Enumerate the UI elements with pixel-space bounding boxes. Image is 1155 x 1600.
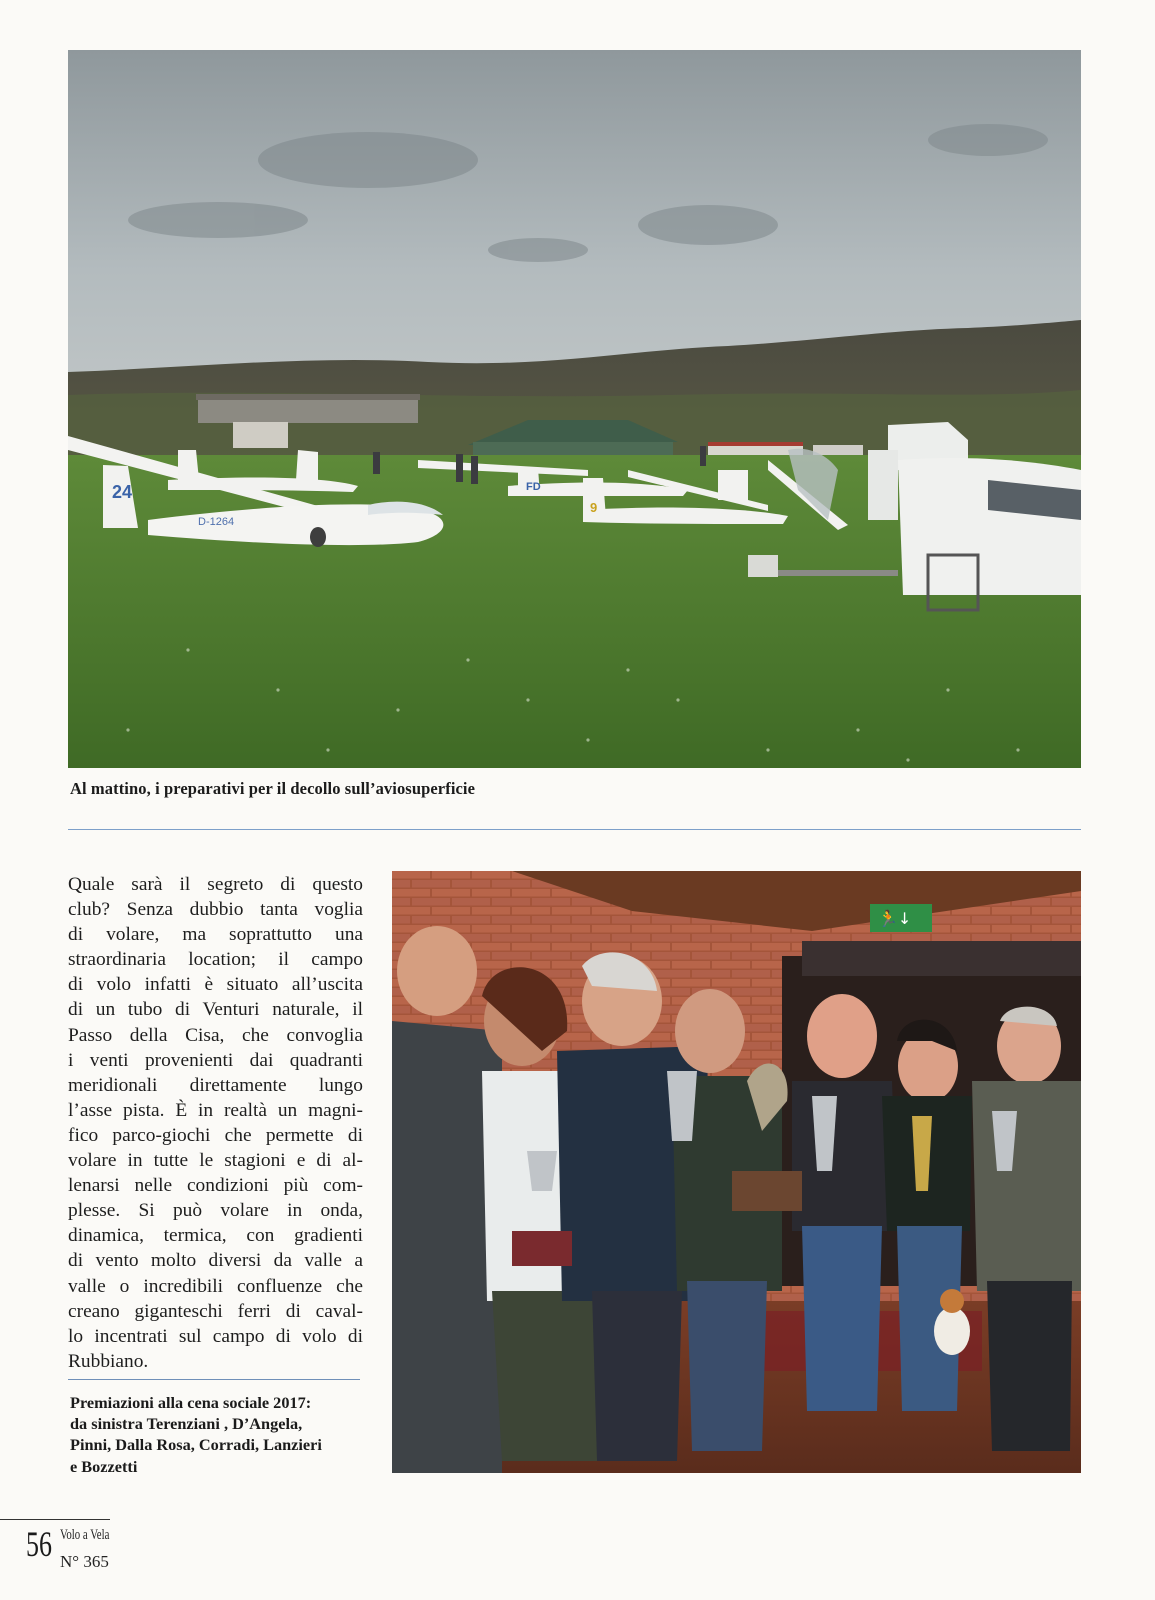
article-line: creano giganteschi ferri di caval-	[68, 1300, 363, 1322]
article-line: volare in tutte le stagioni e di al-	[68, 1150, 363, 1172]
caption-rule	[68, 1379, 360, 1380]
top-photo-caption: Al mattino, i preparativi per il decollo sull’aviosuperficie	[70, 779, 476, 798]
article-line: lenarsi nelle condizioni più com-	[68, 1175, 363, 1197]
article-body	[68, 872, 363, 1374]
caption-line: Premiazioni alla cena sociale 2017:	[70, 1393, 312, 1412]
article-line: Rubbiano.	[68, 1350, 149, 1372]
article-line: plesse. Si può volare in onda,	[68, 1200, 363, 1222]
glider-number-fd: FD	[526, 481, 541, 493]
article-line: club? Senza dubbio tanta voglia	[68, 899, 363, 921]
article-line: straordinaria location; il campo	[68, 949, 363, 971]
airfield-photo-drawing	[68, 50, 1081, 768]
award-ceremony-drawing	[392, 871, 1081, 1473]
glider-number-24: 24	[112, 482, 133, 502]
award-ceremony-photo	[392, 871, 1081, 1473]
article-line: di volare, ma soprattutto una	[68, 924, 363, 946]
article-line: Quale sarà il segreto di questo	[68, 874, 363, 895]
article-line: di vento molto diversi da valle a	[68, 1250, 363, 1272]
article-line: lo incentrati sul campo di volo di	[68, 1325, 363, 1347]
airfield-photo	[68, 50, 1081, 768]
bottom-photo-caption	[70, 1392, 370, 1477]
article-line: fico parco-giochi che permette di	[68, 1124, 363, 1146]
glider-registration: D-1264	[198, 516, 235, 528]
glider-number-9: 9	[590, 500, 598, 515]
article-line: meridionali direttamente lungo	[68, 1074, 363, 1096]
caption-line: Pinni, Dalla Rosa, Corradi, Lanzieri	[70, 1435, 322, 1455]
article-line: di un tubo di Venturi naturale, il	[68, 999, 363, 1021]
divider-rule	[68, 829, 1081, 830]
article-line: di volo infatti è situato all’uscita	[68, 974, 363, 996]
caption-line: e Bozzetti	[70, 1456, 138, 1476]
issue-number: N° 365	[60, 1552, 109, 1571]
page-number: 56	[26, 1524, 52, 1564]
folio-rule	[0, 1519, 110, 1520]
article-line: l’asse pista. È in realtà un magni-	[68, 1099, 363, 1121]
article-line: i venti provenienti dai quadranti	[68, 1049, 363, 1071]
article-line: dinamica, termica, con gradienti	[68, 1225, 363, 1247]
exit-sign-glyphs: 🏃↓	[878, 909, 912, 928]
article-line: Passo della Cisa, che convoglia	[68, 1024, 363, 1046]
caption-line: da sinistra Terenziani , D’Angela,	[70, 1414, 303, 1434]
magazine-name: Volo a Vela	[60, 1527, 110, 1543]
article-line: valle o incredibili confluenze che	[68, 1275, 363, 1297]
